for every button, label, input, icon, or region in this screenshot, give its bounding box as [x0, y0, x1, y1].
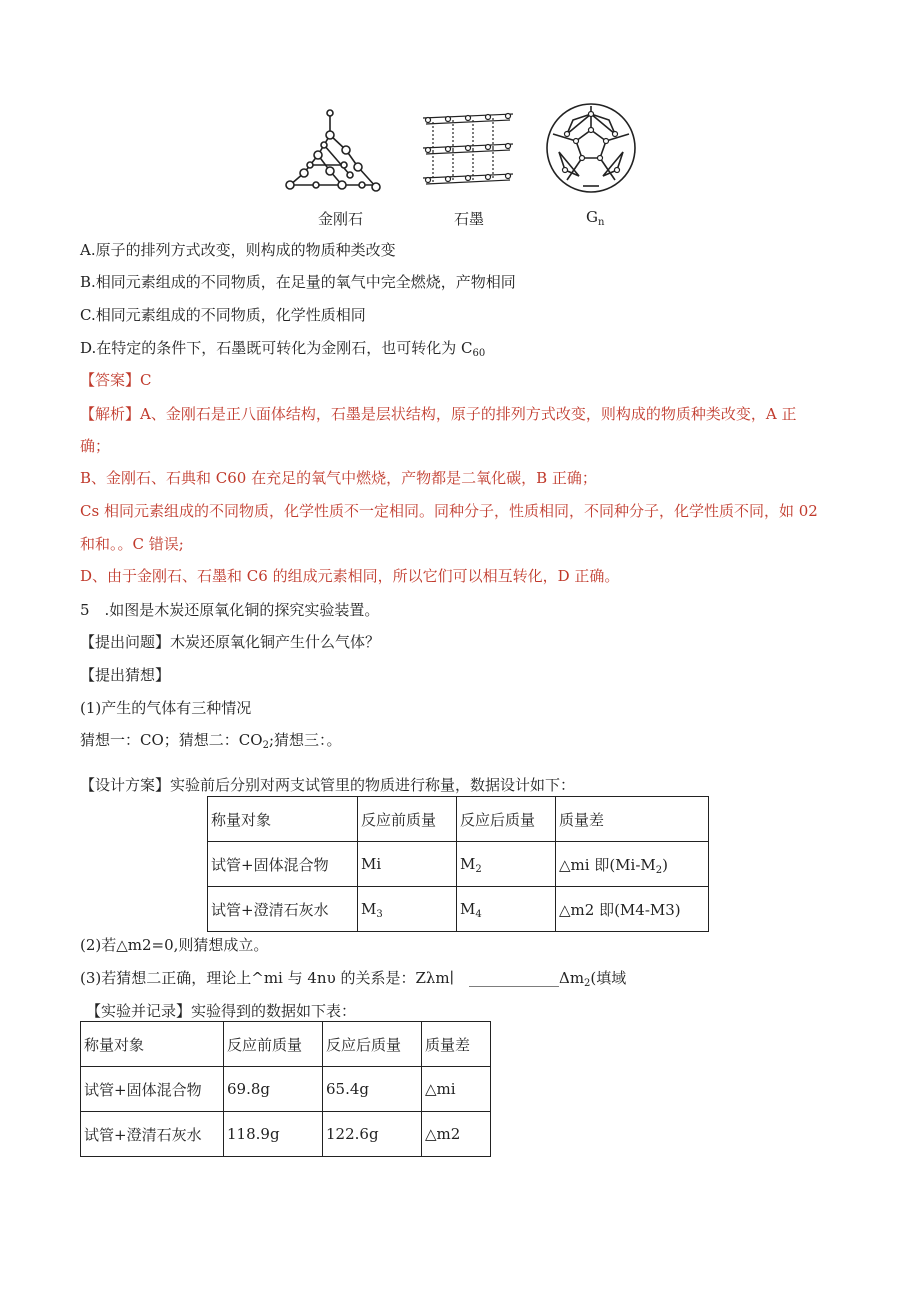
- table-cell: △mi 即$(Mi-M_2)$: [556, 842, 709, 887]
- option-a: A.原子的排列方式改变，则构成的物质种类改变: [80, 241, 396, 259]
- table-cell: 118.9g: [224, 1112, 323, 1157]
- table-header: 称量对象: [81, 1022, 224, 1067]
- table-row: [81, 1112, 491, 1157]
- fullerene-structure-figure: [543, 100, 639, 196]
- table-cell: $M_2$: [457, 842, 556, 887]
- table-cell: 试管+固体混合物: [81, 1067, 224, 1112]
- table-row: [81, 1067, 491, 1112]
- table-cell: 试管+澄清石灰水: [208, 887, 358, 932]
- caption-diamond: 金刚石: [318, 210, 364, 228]
- analysis-line-1: 【解析】A、金刚石是正八面体结构，石墨是层状结构，原子的排列方式改变，则构成的物质种类改变，A 正: [80, 405, 797, 423]
- question-5-problem: 【提出问题】木炭还原氧化铜产生什么气体？: [80, 633, 381, 651]
- analysis-line-5: 和和。。C 错误;: [80, 535, 184, 553]
- table-cell: Mi: [358, 842, 457, 887]
- table-header: 反应后质量: [323, 1022, 422, 1067]
- record-text: 【实验并记录】实验得到的数据如下表：: [86, 1002, 357, 1020]
- question-5-title: 5 .如图是木炭还原氧化铜的探究实验装置。: [80, 601, 380, 619]
- table-cell: 65.4g: [323, 1067, 422, 1112]
- table-header: 称量对象: [208, 797, 358, 842]
- table-row: [208, 842, 709, 887]
- table-cell: $M_3$: [358, 887, 457, 932]
- option-c: C.相同元素组成的不同物质，化学性质相同: [80, 306, 366, 324]
- table-cell: △mi: [422, 1067, 491, 1112]
- part-2-text: (2)若△m2=0,则猜想成立。: [80, 936, 269, 954]
- table-cell: △m2: [422, 1112, 491, 1157]
- record-table: [80, 1021, 491, 1157]
- part-3-text: (3)若猜想二正确，理论上^mi 与 4nυ 的关系是：Zλm∣ $\_\_\_\_\_\_\_\_\_\_\_\_\Delta m_2$(填域: [80, 969, 627, 989]
- table-header: 反应前质量: [224, 1022, 323, 1067]
- analysis-line-4: Cs 相同元素组成的不同物质，化学性质不一定相同。同种分子，性质相同，不同种分子，化学性质不同，如 02: [80, 502, 818, 520]
- guesses-text: 猜想一：CO；猜想二：$CO_2$;猜想三：。: [80, 731, 342, 751]
- table-header: 反应前质量: [358, 797, 457, 842]
- table-cell: 试管+澄清石灰水: [81, 1112, 224, 1157]
- graphite-structure-figure: [418, 108, 518, 196]
- design-table: [207, 796, 709, 932]
- table-row: [208, 887, 709, 932]
- part-1-text: (1)产生的气体有三种情况: [80, 699, 252, 717]
- caption-c60: $G_n$: [586, 208, 605, 228]
- table-cell: 122.6g: [323, 1112, 422, 1157]
- table-cell: 试管+固体混合物: [208, 842, 358, 887]
- analysis-line-2: 确；: [80, 437, 111, 455]
- table-cell: △m2 即(M4-M3): [556, 887, 709, 932]
- table-header: 质量差: [556, 797, 709, 842]
- option-b: B.相同元素组成的不同物质，在足量的氧气中完全燃烧，产物相同: [80, 273, 516, 291]
- table-header: 反应后质量: [457, 797, 556, 842]
- hypothesis-label: 【提出猜想】: [80, 666, 171, 684]
- table-row: [208, 797, 709, 842]
- analysis-line-6: D、由于金刚石、石墨和 C6 的组成元素相同，所以它们可以相互转化，D 正确。: [80, 567, 620, 585]
- answer-label: 【答案】C: [80, 371, 152, 389]
- table-row: [81, 1022, 491, 1067]
- table-cell: 69.8g: [224, 1067, 323, 1112]
- caption-graphite: 石墨: [454, 210, 485, 228]
- design-text: 【设计方案】实验前后分别对两支试管里的物质进行称量，数据设计如下：: [80, 776, 576, 794]
- table-header: 质量差: [422, 1022, 491, 1067]
- table-cell: $M_4$: [457, 887, 556, 932]
- diamond-structure-figure: [280, 105, 390, 200]
- analysis-line-3: B、金刚石、石典和 C60 在充足的氧气中燃烧，产物都是二氧化碳，B 正确；: [80, 469, 597, 487]
- option-d: D.在特定的条件下，石墨既可转化为金刚石，也可转化为 $C_{60}$: [80, 339, 486, 359]
